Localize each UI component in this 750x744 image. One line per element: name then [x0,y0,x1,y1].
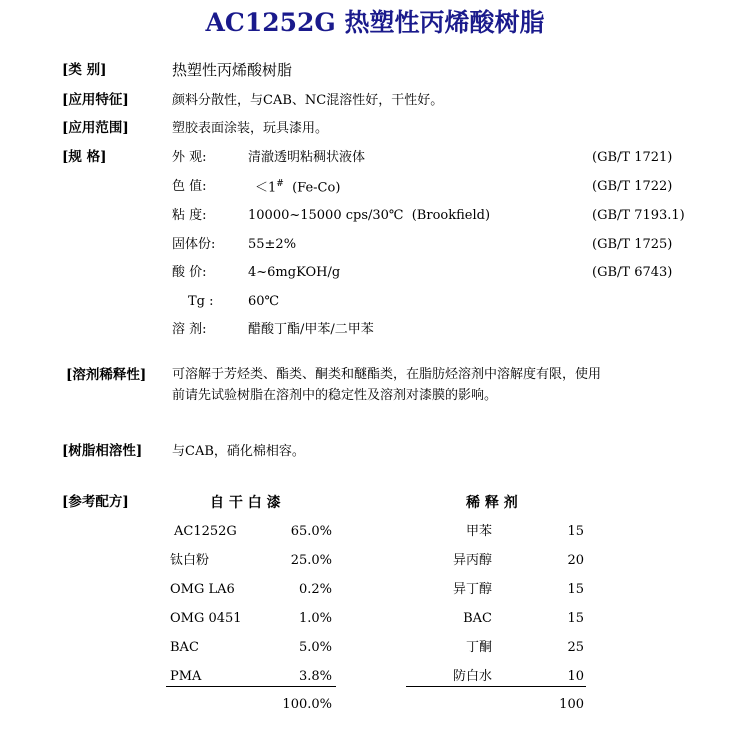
formula-left-name: AC1252G [174,524,237,539]
spec-name: 酸 价: [172,265,207,280]
features-label: [应用特征] [62,92,129,108]
formula-left-name: 钛白粉 [170,553,210,568]
formula-left-value: 1.0% [298,611,332,626]
dilution-line1: 可溶解于芳烃类、酯类、酮类和醚酯类，在脂肪烃溶剂中溶解度有限，使用 [172,367,602,382]
formula-left-value: 0.2% [298,582,332,597]
category-value: 热塑性丙烯酸树脂 [172,61,293,79]
category-label [62,64,158,78]
spec-value-main: ＜1 [255,180,277,196]
dilution-label: [溶剂稀释性] [66,367,147,383]
spec-value: 60℃ [248,294,280,309]
formula-right-header: 稀 释 剂 [466,495,518,511]
formula-left-header: 自 干 白 漆 [210,495,281,511]
formula-right-value: 15 [567,582,584,597]
formula-right-value: 15 [567,611,584,626]
spec-name: 色 值: [172,179,207,194]
spec-name: 外 观: [172,150,207,165]
spec-value-sup: # [276,179,284,189]
spec-value-suffix: (Fe-Co) [283,180,341,196]
spec-name: Tg : [188,294,214,309]
spec-value: 10000~15000 cps/30℃ (Brookfield) [248,208,491,223]
compatibility-label: [树脂相溶性] [62,443,143,459]
formula-left-total: 100.0% [282,697,332,712]
category-label-text: [类 别] [62,62,107,78]
spec-standard: (GB/T 7193.1) [592,208,685,223]
formula-right-value: 10 [567,669,584,684]
spec-value: 4~6mgKOH/g [248,265,341,280]
formula-right-name: 甲苯 [465,524,492,539]
formula-right-name: BAC [463,611,492,626]
formula-left-name: PMA [170,669,202,684]
spec-name: 粘 度: [172,208,207,223]
formula-left-name: OMG LA6 [170,582,235,597]
formula-right-name: 丁酮 [465,640,492,655]
formula-label: [参考配方] [62,494,129,510]
spec-standard: (GB/T 6743) [592,265,673,280]
formula-right-value: 20 [567,553,584,568]
formula-left-name: OMG 0451 [170,611,242,626]
applications-label: [应用范围] [62,120,129,136]
applications-value: 塑胶表面涂装，玩具漆用。 [172,121,329,136]
formula-left-value: 3.8% [298,669,332,684]
dilution-line2: 前请先试验树脂在溶剂中的稳定性及溶剂对漆膜的影响。 [172,388,498,403]
features-value: 颜料分散性，与CAB、NC混溶性好，干性好。 [172,93,444,108]
specs-label: [规 格] [62,149,107,165]
spec-value: 55±2% [248,237,297,252]
spec-value: 醋酸丁酯/甲苯/二甲苯 [248,322,374,337]
formula-right-value: 25 [567,640,584,655]
page-title: AC1252G 热塑性丙烯酸树脂 [205,8,545,37]
formula-left-value: 65.0% [290,524,332,539]
formula-left-value: 25.0% [290,553,332,568]
spec-value: 清澈透明粘稠状液体 [248,150,366,165]
spec-standard: (GB/T 1722) [592,179,673,194]
formula-right-name: 异丙醇 [452,553,492,568]
formula-left-value: 5.0% [298,640,332,655]
formula-right-name: 异丁醇 [452,582,492,597]
formula-right-total: 100 [559,697,584,712]
formula-left-name: BAC [170,640,199,655]
spec-standard: (GB/T 1725) [592,237,673,252]
spec-name: 固体份: [172,237,216,252]
formula-right-value: 15 [567,524,584,539]
compatibility-value: 与CAB，硝化棉相容。 [172,444,305,459]
spec-standard: (GB/T 1721) [592,150,673,165]
spec-value [255,180,340,194]
spec-name: 溶 剂: [172,322,207,337]
formula-right-divider [406,686,586,687]
formula-left-divider [166,686,336,687]
formula-right-name: 防白水 [452,669,492,684]
